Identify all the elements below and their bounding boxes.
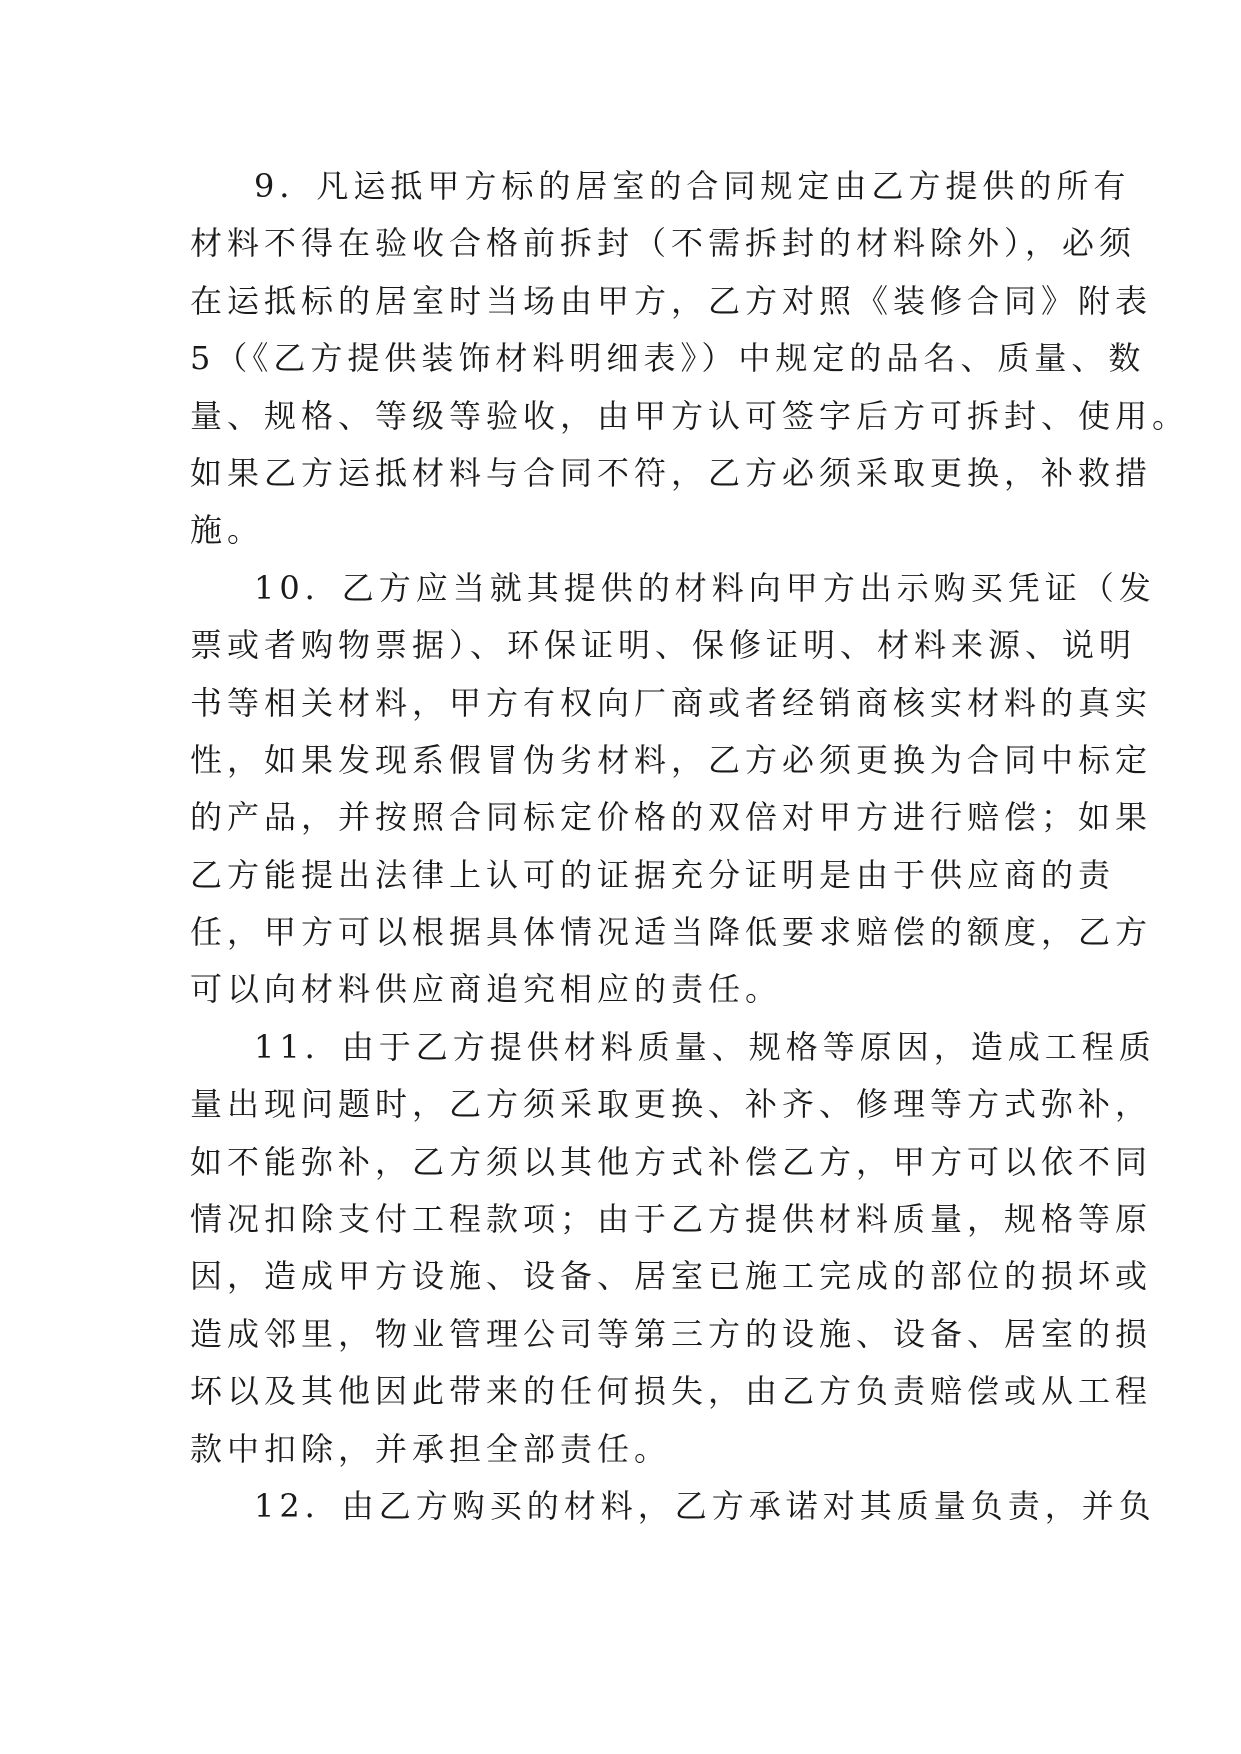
paragraph-11-line-5: 因，造成甲方设施、设备、居室已施工完成的部位的损坏或 <box>190 1257 1153 1296</box>
paragraph-9-line-2: 材料不得在验收合格前拆封（不需拆封的材料除外），必须 <box>190 224 1137 263</box>
paragraph-10-line-1: 10．乙方应当就其提供的材料向甲方出示购买凭证（发 <box>254 568 1156 607</box>
paragraph-9-line-5: 量、规格、等级等验收，由甲方认可签字后方可拆封、使用。 <box>190 396 1190 435</box>
paragraph-9-line-4: 5（《乙方提供装饰材料明细表》）中规定的品名、质量、数 <box>190 339 1146 378</box>
paragraph-12-line-1: 12．由乙方购买的材料，乙方承诺对其质量负责，并负 <box>254 1486 1156 1525</box>
paragraph-9-line-6: 如果乙方运抵材料与合同不符，乙方必须采取更换，补救措 <box>190 453 1153 492</box>
paragraph-10-line-5: 的产品，并按照合同标定价格的双倍对甲方进行赔偿；如果 <box>190 798 1153 837</box>
paragraph-10-line-6: 乙方能提出法律上认可的证据充分证明是由于供应商的责 <box>190 855 1116 894</box>
paragraph-9-line-1: 9．凡运抵甲方标的居室的合同规定由乙方提供的所有 <box>254 167 1131 205</box>
paragraph-10-line-2: 票或者购物票据）、环保证明、保修证明、材料来源、说明 <box>190 626 1137 665</box>
paragraph-11-line-7: 坏以及其他因此带来的任何损失，由乙方负责赔偿或从工程 <box>190 1372 1153 1411</box>
paragraph-11-line-8: 款中扣除，并承担全部责任。 <box>190 1429 672 1468</box>
paragraph-10-line-4: 性，如果发现系假冒伪劣材料，乙方必须更换为合同中标定 <box>190 740 1153 779</box>
paragraph-10-line-7: 任，甲方可以根据具体情况适当降低要求赔偿的额度，乙方 <box>190 913 1153 952</box>
document-body <box>190 158 1190 1535</box>
paragraph-9-line-3: 在运抵标的居室时当场由甲方，乙方对照《装修合同》附表 <box>190 281 1153 320</box>
paragraph-10-line-3: 书等相关材料，甲方有权向厂商或者经销商核实材料的真实 <box>190 683 1153 722</box>
paragraph-11-line-6: 造成邻里，物业管理公司等第三方的设施、设备、居室的损 <box>190 1314 1153 1353</box>
paragraph-11-line-1: 11．由于乙方提供材料质量、规格等原因，造成工程质 <box>254 1027 1156 1066</box>
paragraph-11-line-2: 量出现问题时，乙方须采取更换、补齐、修理等方式弥补， <box>190 1085 1153 1124</box>
paragraph-11-line-3: 如不能弥补，乙方须以其他方式补偿乙方，甲方可以依不同 <box>190 1142 1153 1181</box>
paragraph-11-line-4: 情况扣除支付工程款项；由于乙方提供材料质量，规格等原 <box>190 1200 1153 1239</box>
paragraph-9-line-7: 施。 <box>190 511 265 550</box>
paragraph-10-line-8: 可以向材料供应商追究相应的责任。 <box>190 970 783 1009</box>
